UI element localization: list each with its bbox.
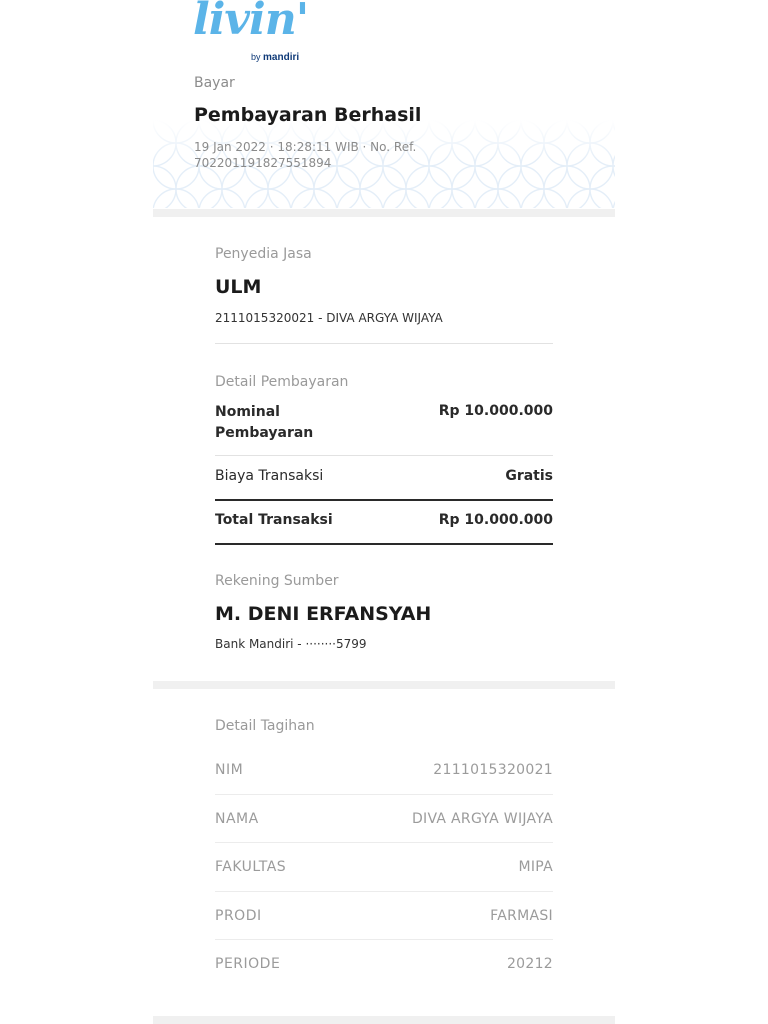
fee-value: Gratis (505, 468, 553, 484)
logo-wordmark: livin' (193, 0, 309, 45)
bill-row-value: MIPA (518, 859, 553, 875)
page-title: Pembayaran Berhasil (194, 104, 422, 126)
provider-label: Penyedia Jasa (215, 246, 312, 262)
section-divider (153, 209, 615, 217)
provider-name: ULM (215, 276, 262, 298)
fee-label: Biaya Transaksi (215, 468, 324, 484)
nominal-value: Rp 10.000.000 (438, 403, 553, 419)
divider (215, 455, 553, 456)
source-account-name: M. DENI ERFANSYAH (215, 603, 432, 625)
provider-detail: 2111015320021 - DIVA ARGYA WIJAYA (215, 311, 443, 325)
bill-row-value: FARMASI (490, 908, 553, 924)
bill-row-label: FAKULTAS (215, 859, 287, 875)
divider (215, 794, 553, 795)
bill-row-label: NAMA (215, 811, 259, 827)
divider (215, 343, 553, 344)
logo-by-text: by (251, 52, 261, 62)
divider (215, 842, 553, 843)
section-divider (153, 681, 615, 689)
bill-details (215, 689, 553, 1009)
reference-number: 702201191827551894 (194, 156, 332, 170)
receipt-header (153, 0, 615, 208)
total-divider (215, 499, 553, 501)
bill-row-value: DIVA ARGYA WIJAYA (411, 811, 553, 827)
bill-row-label: NIM (215, 762, 244, 778)
logo-byline (251, 52, 299, 63)
payment-detail-label: Detail Pembayaran (215, 374, 349, 390)
transaction-datetime-ref: 19 Jan 2022 · 18:28:11 WIB · No. Ref. (194, 140, 417, 154)
bill-detail-label: Detail Tagihan (215, 718, 315, 734)
logo-brand-text: mandiri (263, 52, 300, 63)
nominal-label: Nominal Pembayaran (215, 404, 314, 441)
bill-row-value: 2111015320021 (433, 762, 553, 778)
bill-row-label: PRODI (215, 908, 262, 924)
bill-row-value: 20212 (506, 956, 553, 972)
total-divider (215, 543, 553, 545)
divider (215, 939, 553, 940)
total-label: Total Transaksi (215, 512, 333, 528)
receipt-card (153, 0, 615, 1024)
bill-row-label: PERIODE (215, 956, 281, 972)
breadcrumb: Bayar (194, 75, 235, 91)
divider (215, 891, 553, 892)
total-value: Rp 10.000.000 (438, 512, 553, 528)
source-account-label: Rekening Sumber (215, 573, 339, 589)
source-account-detail: Bank Mandiri - ········5799 (215, 637, 367, 651)
livin-mandiri-logo (193, 0, 323, 66)
payment-summary (215, 217, 553, 677)
section-divider (153, 1016, 615, 1024)
